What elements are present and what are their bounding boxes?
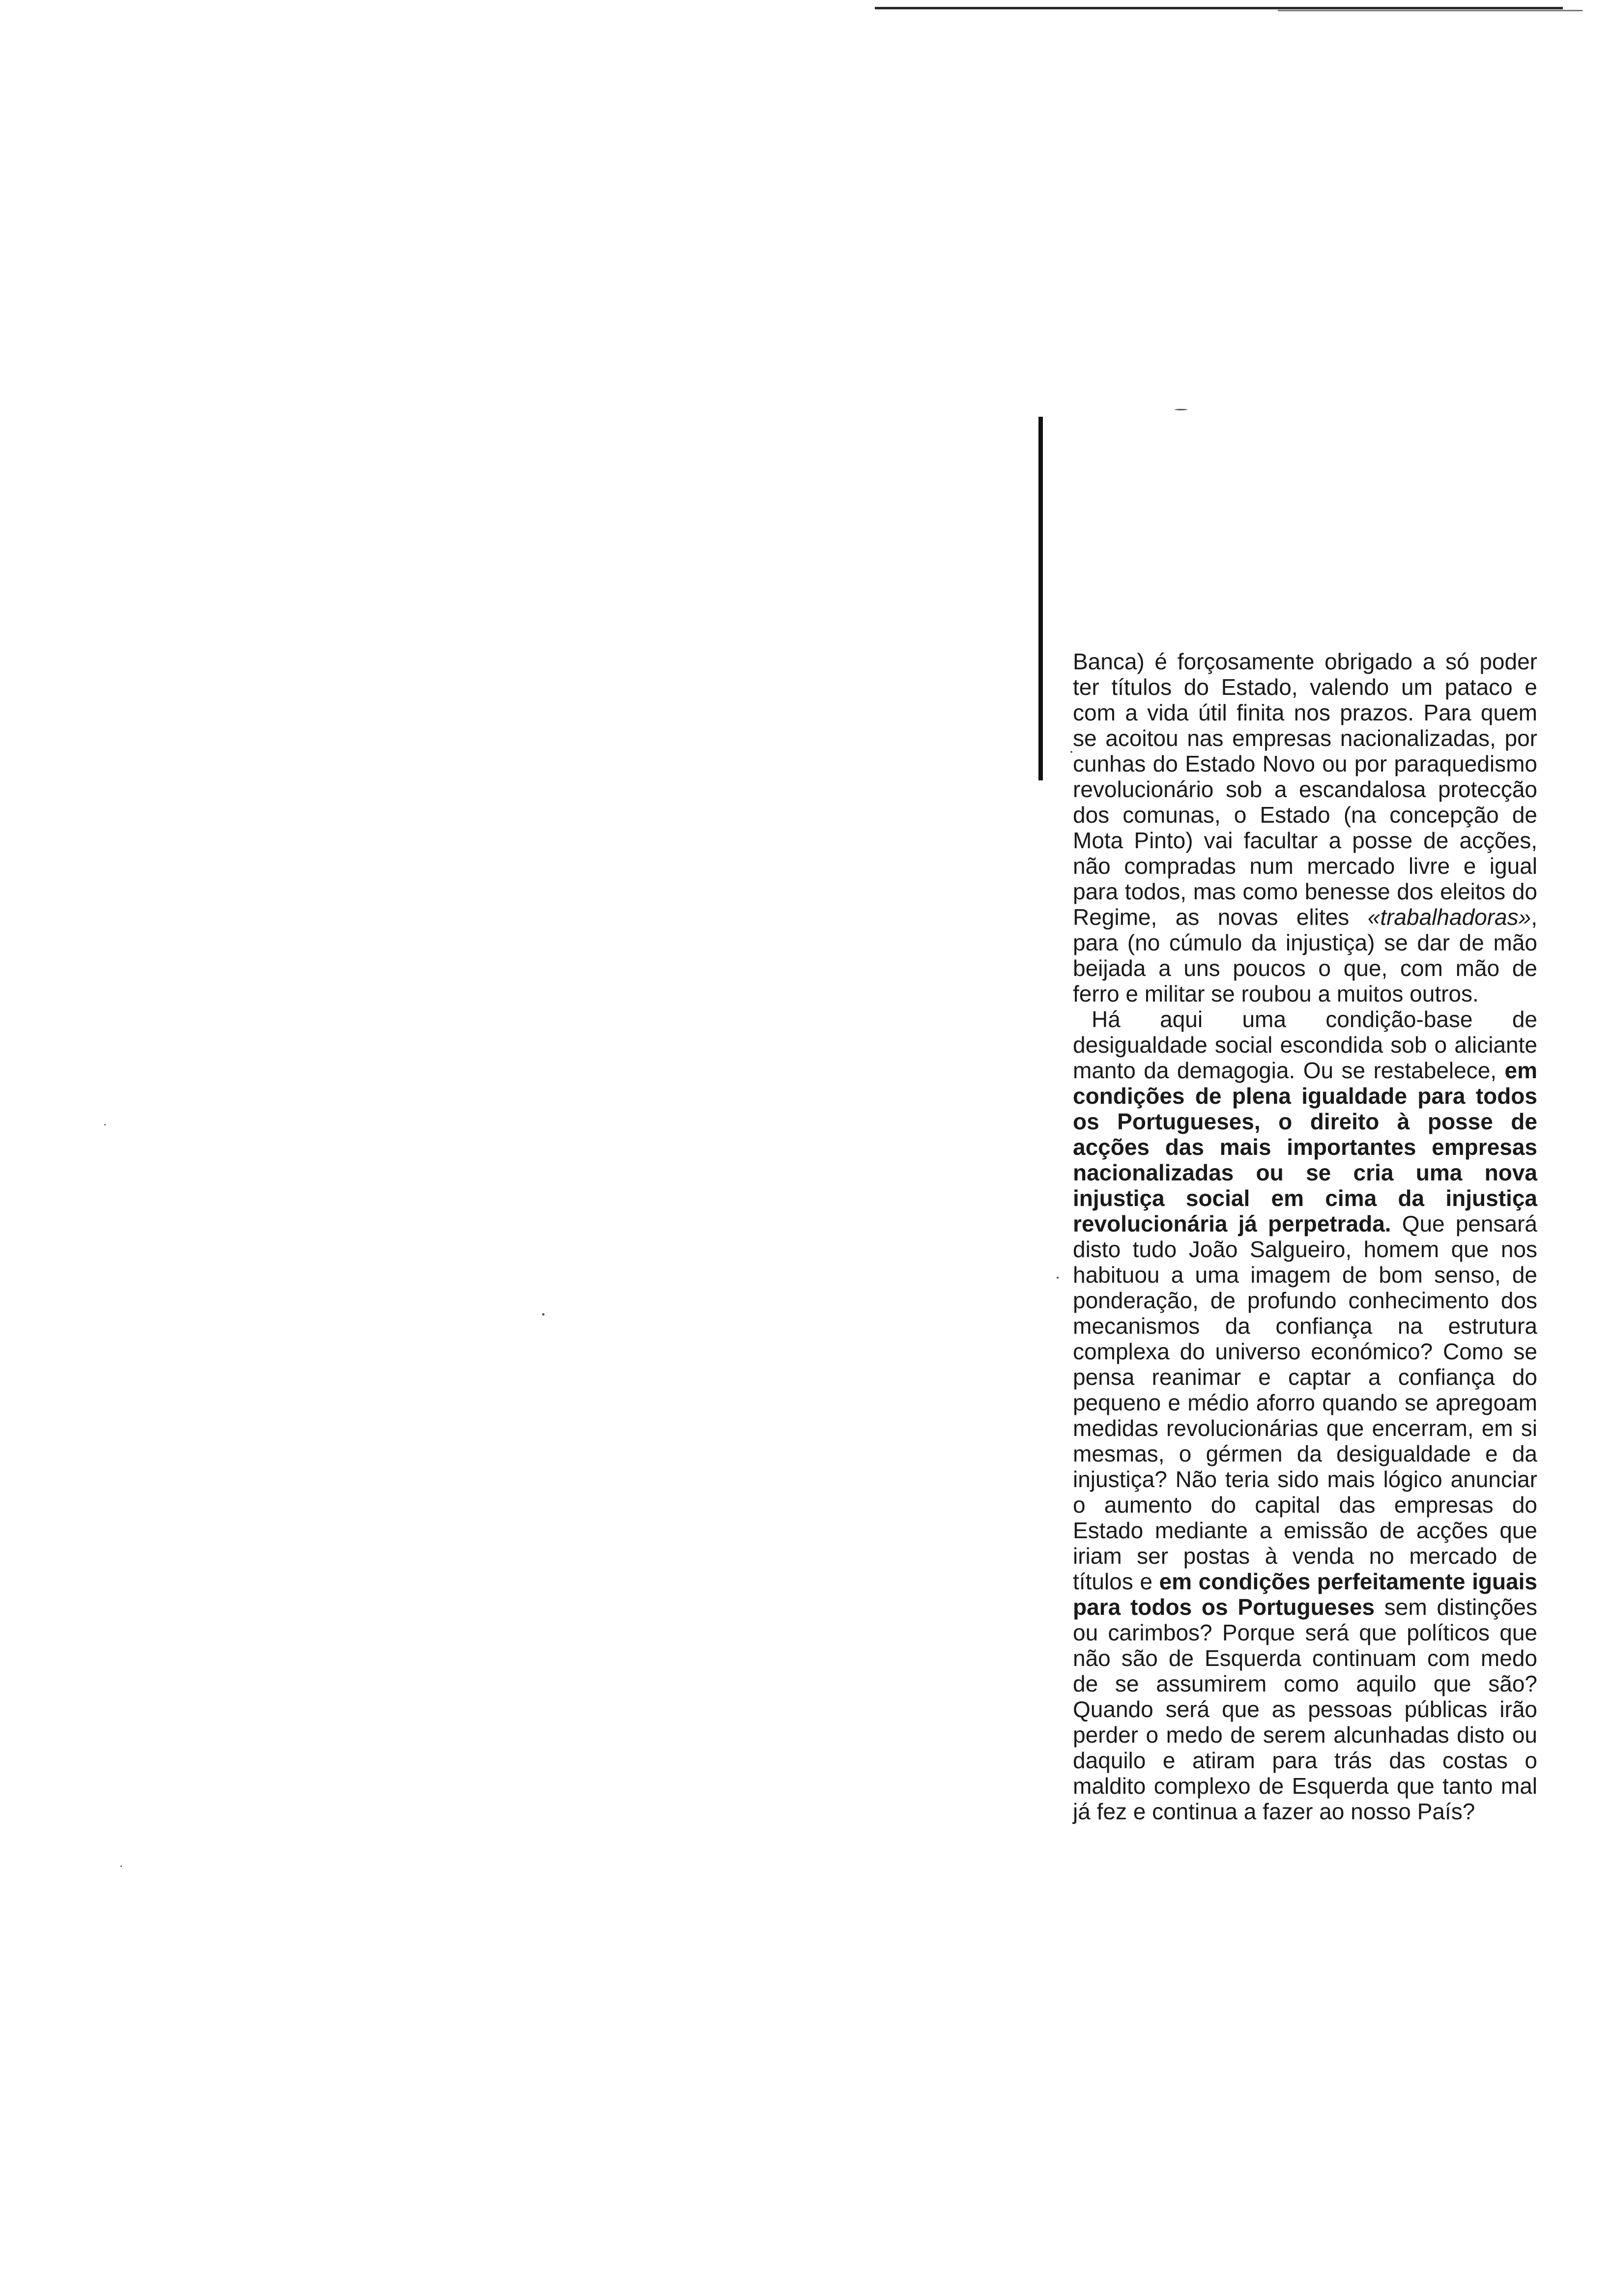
paragraph-2-text-b: Que pensará disto tudo João Salgueiro, homem que nos habituou a uma imagem de bom senso, de ponderação, de profundo conhecimento dos mecanismos da confiança na estrutura complexa do universo económico? Como se pensa reanimar e captar a confiança do pequeno e médio aforro quando se apregoam medidas revolucionárias que encerram, em si mesmas, o gérmen da desigualdade e da injustiça? Não teria sido mais lógico anunciar o aumento do capital das empresas do Estado mediante a emissão de acções que iriam ser postas à venda no mercado de títulos e (1073, 1211, 1537, 1594)
scan-speck (104, 1124, 106, 1125)
paragraph-2-text-a: Há aqui uma condição-base de desigualdade social escondida sob o aliciante manto da demagogia. Ou se restabelece, (1073, 1006, 1537, 1083)
scan-speck (1057, 1277, 1059, 1279)
scan-speck (120, 1866, 122, 1867)
article-paragraph-2 (1073, 1006, 1537, 1824)
scan-speck (1175, 409, 1187, 410)
paragraph-1-text-a: Banca) é forçosamente obrigado a só poder ter títulos do Estado, valendo um pataco e com a vida útil finita nos prazos. Para quem se acoitou nas empresas nacionalizadas, por cunhas do Estado Novo ou por paraquedismo revolucionário sob a escandalosa protecção dos comunas, o Estado (na concepção de Mota Pinto) vai facultar a posse de acções, não compradas num mercado livre e igual para todos, mas como benesse dos eleitos do Regime, as novas elites (1073, 649, 1537, 930)
paragraph-2-bold-a: em condições de plena igualdade para todos os Portugueses, o direito à posse de acções das mais importantes empresas nacionalizadas ou se cria uma nova injustiça social em cima da injustiça revolucionária já perpetrada. (1073, 1058, 1537, 1236)
paragraph-2-text-c: sem distinções ou carimbos? Porque será que políticos que não são de Esquerda continuam com medo de se assumirem como aquilo que são? Quando será que as pessoas públicas irão perder o medo de serem alcunhadas disto ou daquilo e atiram para trás das costas o maldito complexo de Esquerda que tanto mal já fez e continua a fazer ao nosso País? (1073, 1594, 1538, 1824)
top-rule (875, 7, 1563, 9)
paragraph-1-italic: «trabalhadoras» (1367, 904, 1531, 930)
margin-bar (1038, 417, 1043, 780)
top-rule-tail (1278, 10, 1583, 11)
paragraph-1-text-b: , para (no cúmulo da injustiça) se dar de mão beijada a uns poucos o que, com mão de ferro e militar se roubou a muitos outros. (1073, 904, 1537, 1006)
scan-speck (542, 1313, 545, 1316)
article-body (1073, 649, 1537, 1824)
scan-speck (1070, 751, 1072, 753)
paragraph-2-bold-b: em condições perfeitamente iguais para todos os Portugueses (1073, 1569, 1537, 1620)
article-paragraph-1 (1073, 649, 1537, 1006)
